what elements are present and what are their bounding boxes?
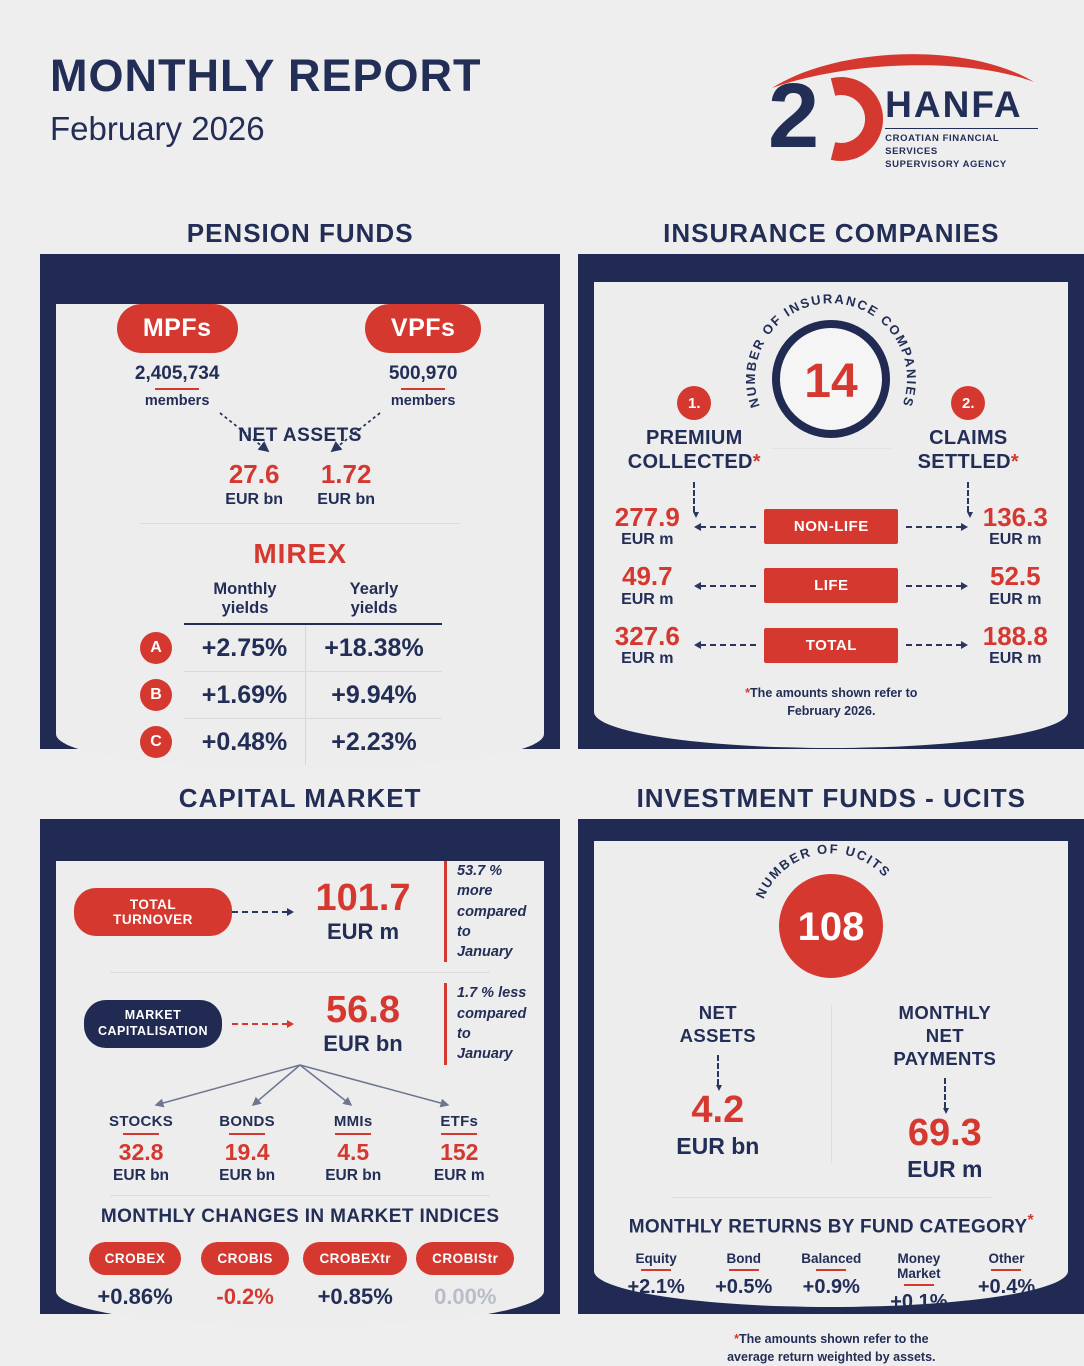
- step-1-badge: 1.: [677, 386, 711, 420]
- mpf-members-count: 2,405,734: [134, 363, 220, 384]
- down-arrow-icon: [967, 482, 969, 512]
- underline: [401, 388, 445, 390]
- report-header: [0, 0, 1080, 170]
- insurance-ring-label: NUMBER OF INSURANCE COMPANIES: [743, 291, 920, 410]
- net-payments-stat: MONTHLY NET PAYMENTS 69.3 EUR m: [893, 1002, 997, 1183]
- crobextr-stat: CROBEXtr +0.85%: [300, 1242, 410, 1310]
- pension-section-title: PENSION FUNDS: [186, 218, 414, 248]
- equity-return: Equity +2.1%: [627, 1250, 685, 1298]
- market-breakdown: [56, 1113, 544, 1185]
- capital-panel: [40, 819, 560, 1314]
- crobextr-badge: CROBEXtr: [303, 1242, 407, 1275]
- down-arrow-icon: [717, 1055, 719, 1085]
- mmis-stat: MMIs 4.5 EUR bn: [325, 1112, 382, 1184]
- left-arrow-icon: [700, 644, 756, 646]
- fund-a-monthly: +2.75%: [184, 625, 306, 671]
- asterisk: *: [1027, 1212, 1034, 1230]
- crobis-badge: CROBIS: [201, 1242, 289, 1275]
- divider: [771, 448, 891, 449]
- market-cap-badge: MARKET CAPITALISATION: [84, 1000, 222, 1047]
- stocks-stat: STOCKS 32.8 EUR bn: [109, 1112, 174, 1184]
- asterisk: *: [752, 451, 761, 473]
- underline: [155, 388, 199, 390]
- right-arrow-icon: [232, 911, 288, 913]
- right-arrow-icon: [906, 526, 962, 528]
- logo-tagline-1: CROATIAN FINANCIAL SERVICES: [885, 133, 1000, 157]
- mpf-badge: MPFs: [117, 304, 238, 353]
- pension-funds-section: [40, 218, 560, 756]
- report-grid: [0, 218, 1080, 1364]
- life-premium: 49.7 EUR m: [621, 561, 674, 608]
- logo-brand: HANFA: [885, 84, 1023, 125]
- report-period: February 2026: [50, 110, 265, 147]
- mirex-col-yearly: Yearly yields: [306, 572, 442, 625]
- divider: [831, 1005, 832, 1163]
- insurance-section-title: INSURANCE COMPANIES: [663, 218, 1000, 248]
- life-row: [594, 563, 1068, 608]
- net-assets-label: NET ASSETS: [238, 425, 362, 446]
- pension-panel: [40, 254, 560, 756]
- returns-title: MONTHLY RETURNS BY FUND CATEGORY*: [628, 1212, 1034, 1238]
- insurance-count: 14: [804, 355, 859, 408]
- ucits-ring-label: NUMBER OF UCITS: [752, 841, 895, 901]
- mpf-stat: [92, 304, 262, 409]
- divider: [110, 1195, 490, 1196]
- right-arrow-icon: [232, 1023, 288, 1025]
- mirex-table: [128, 572, 544, 765]
- left-arrow-icon: [700, 526, 756, 528]
- total-claims: 188.8 EUR m: [982, 620, 1048, 667]
- capital-section-title: CAPITAL MARKET: [178, 783, 422, 813]
- right-arrow-icon: [906, 644, 962, 646]
- left-arrow-icon: [700, 585, 756, 587]
- turnover-value: 101.7 EUR m: [315, 876, 411, 944]
- money-market-return: Money Market +0.1%: [890, 1250, 948, 1313]
- non-life-premium: 277.9 EUR m: [614, 502, 680, 549]
- bond-return: Bond +0.5%: [715, 1250, 773, 1298]
- ucits-footnote: *The amounts shown refer to the average return weighted by assets.: [727, 1331, 936, 1364]
- etfs-stat: ETFs 152 EUR m: [433, 1112, 485, 1184]
- vpf-badge: VPFs: [365, 304, 482, 353]
- vpf-net-assets: 1.72 EUR bn: [317, 459, 376, 508]
- other-return: Other +0.4%: [977, 1250, 1036, 1298]
- vpf-members-label: members: [390, 393, 456, 409]
- insurance-section: [578, 218, 1084, 749]
- fund-b-monthly: +1.69%: [184, 671, 306, 718]
- breakdown-arrows-icon: [70, 1063, 530, 1113]
- insurance-panel: [578, 254, 1084, 749]
- indices-title: MONTHLY CHANGES IN MARKET INDICES: [100, 1205, 500, 1227]
- logo-zero-icon: [821, 78, 877, 160]
- fund-c-yearly: +2.23%: [306, 718, 442, 765]
- total-row: [594, 620, 1068, 668]
- fund-b-yearly: +9.94%: [306, 671, 442, 718]
- logo-number: 2: [768, 65, 820, 167]
- life-label: LIFE: [764, 568, 898, 603]
- non-life-claims: 136.3 EUR m: [982, 502, 1048, 549]
- crobistr-badge: CROBIStr: [416, 1242, 514, 1275]
- total-turnover-badge: TOTAL TURNOVER: [74, 888, 232, 936]
- life-claims: 52.5 EUR m: [989, 561, 1042, 608]
- fund-a-yearly: +18.38%: [324, 633, 424, 662]
- crobex-badge: CROBEX: [89, 1242, 182, 1275]
- fund-b-badge: B: [128, 679, 184, 711]
- bonds-stat: BONDS 19.4 EUR bn: [219, 1112, 276, 1184]
- ucits-count: 108: [797, 905, 865, 949]
- right-arrow-icon: [906, 585, 962, 587]
- mirex-title: MIREX: [253, 538, 347, 569]
- net-assets-stat: NET ASSETS 4.2 EUR bn: [676, 1002, 760, 1160]
- ucits-count-circle: [716, 841, 946, 991]
- fund-category-returns: [594, 1251, 1068, 1314]
- logo-tagline-2: SUPERVISORY AGENCY: [885, 158, 1007, 170]
- divider: [110, 972, 490, 973]
- ucits-panel: [578, 819, 1084, 1364]
- crobistr-stat: CROBIStr 0.00%: [410, 1242, 520, 1310]
- crobis-stat: CROBIS -0.2%: [190, 1242, 300, 1310]
- divider: [140, 523, 460, 524]
- asterisk: *: [1010, 451, 1019, 473]
- fund-c-badge: C: [128, 726, 184, 758]
- ucits-section: [578, 783, 1084, 1364]
- turnover-row: [56, 861, 544, 962]
- down-arrow-icon: [693, 482, 695, 512]
- turnover-note: 53.7 % more compared to January: [444, 861, 526, 962]
- ucits-section-title: INVESTMENT FUNDS - UCITS: [636, 783, 1027, 813]
- balanced-return: Balanced +0.9%: [801, 1250, 862, 1298]
- vpf-stat: [338, 304, 508, 409]
- step-2-badge: 2.: [951, 386, 985, 420]
- mpf-net-assets: 27.6 EUR bn: [225, 459, 284, 508]
- marketcap-value: 56.8 EUR bn: [323, 989, 403, 1057]
- mirex-col-monthly: Monthly yields: [184, 572, 306, 625]
- capital-market-section: [40, 783, 560, 1314]
- non-life-label: NON-LIFE: [764, 509, 898, 544]
- divider: [671, 1197, 991, 1198]
- total-premium: 327.6 EUR m: [614, 620, 680, 667]
- hanfa-logo: [768, 40, 1038, 170]
- total-label: TOTAL: [764, 628, 898, 663]
- premium-collected-header: 1. PREMIUM COLLECTED*: [616, 386, 772, 512]
- market-indices: [56, 1242, 544, 1310]
- fund-a-badge: A: [128, 632, 184, 664]
- vpf-members-count: 500,970: [388, 363, 458, 384]
- marketcap-row: [56, 983, 544, 1064]
- down-arrow-icon: [944, 1078, 946, 1108]
- page-title: MONTHLY REPORT: [50, 50, 482, 101]
- fund-c-monthly: +0.48%: [184, 718, 306, 765]
- marketcap-note: 1.7 % less compared to January: [444, 983, 526, 1064]
- crobex-stat: CROBEX +0.86%: [80, 1242, 190, 1310]
- mpf-members-label: members: [144, 393, 210, 409]
- insurance-footnote: *The amounts shown refer to February 2026.: [745, 685, 918, 719]
- claims-settled-header: 2. CLAIMS SETTLED*: [890, 386, 1046, 512]
